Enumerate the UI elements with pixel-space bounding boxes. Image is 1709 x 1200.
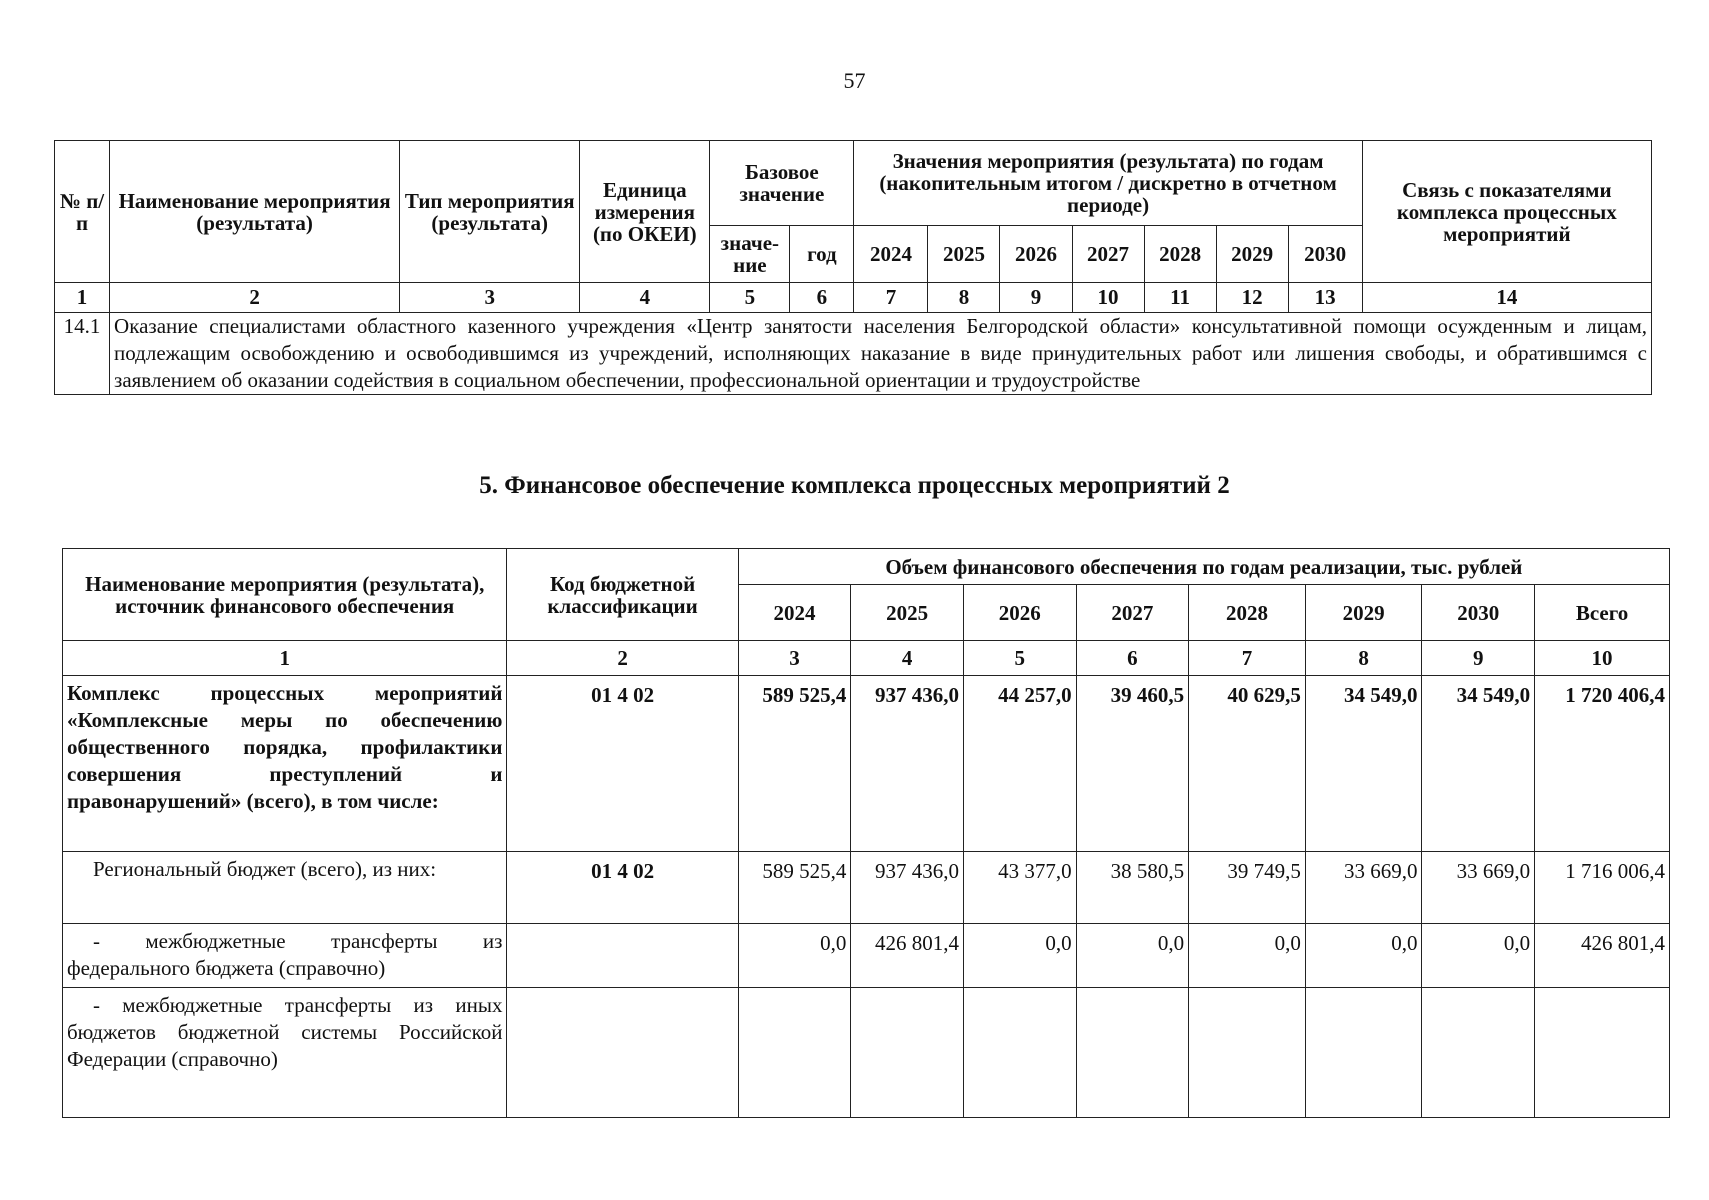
header-values-group: Значения мероприятия (результата) по годам (накопительным итогом / дискретно в отчетном периоде) [854, 141, 1362, 226]
row-value: 589 525,4 [738, 676, 851, 852]
row-budget-code [507, 924, 738, 988]
column-index: 7 [854, 283, 928, 313]
column-index: 9 [1422, 641, 1535, 676]
column-index: 9 [1000, 283, 1072, 313]
row-value [851, 988, 964, 1118]
header-year: 2025 [851, 585, 964, 641]
column-index: 4 [580, 283, 710, 313]
column-index: 12 [1216, 283, 1288, 313]
row-value: 34 549,0 [1305, 676, 1422, 852]
column-index: 2 [110, 283, 400, 313]
row-value: 38 580,5 [1076, 852, 1189, 924]
row-name: - межбюджетные трансферты из федерального бюджета (справочно) [63, 924, 507, 988]
row-value: 43 377,0 [963, 852, 1076, 924]
header-volume-group: Объем финансового обеспечения по годам реализации, тыс. рублей [738, 549, 1669, 585]
column-index: 1 [63, 641, 507, 676]
row-value [1422, 988, 1535, 1118]
row-description: Оказание специалистами областного казенного учреждения «Центр занятости населения Белгородской области» консультативной помощи осужденным и лицам, подлежащим освобождению и освободившимся из учреждений, исполняющих наказание в виде принудительных работ или лишения свободы, и обратившимся с заявлением об оказании содействия в социальном обеспечении, профессиональной ориентации и трудоустройстве [110, 313, 1652, 395]
header-year: 2028 [1189, 585, 1306, 641]
column-index: 3 [738, 641, 851, 676]
row-budget-code: 01 4 02 [507, 852, 738, 924]
row-value: 0,0 [963, 924, 1076, 988]
row-total: 1 716 006,4 [1535, 852, 1670, 924]
row-value: 589 525,4 [738, 852, 851, 924]
column-index: 10 [1535, 641, 1670, 676]
row-total: 426 801,4 [1535, 924, 1670, 988]
column-index: 7 [1189, 641, 1306, 676]
row-value: 34 549,0 [1422, 676, 1535, 852]
header-year: 2028 [1144, 226, 1216, 283]
row-name: - межбюджетные трансферты из иных бюджетов бюджетной системы Российской Федерации (справочно) [63, 988, 507, 1118]
column-index-row [63, 641, 1670, 676]
row-value: 0,0 [1305, 924, 1422, 988]
column-index: 6 [1076, 641, 1189, 676]
header-unit: Единица измерения (по ОКЕИ) [580, 141, 710, 283]
row-budget-code [507, 988, 738, 1118]
column-index: 2 [507, 641, 738, 676]
header-base-value: значе-ние [710, 226, 790, 283]
table-row [55, 313, 1652, 395]
section-title: 5. Финансовое обеспечение комплекса процессных мероприятий 2 [479, 472, 1230, 499]
column-index: 4 [851, 641, 964, 676]
header-year: 2026 [963, 585, 1076, 641]
row-value: 40 629,5 [1189, 676, 1306, 852]
row-name: Комплекс процессных мероприятий «Комплексные меры по обеспечению общественного порядка, профилактики совершения преступлений и правонарушений» (всего), в том числе: [63, 676, 507, 852]
row-value [738, 988, 851, 1118]
measures-table [54, 140, 1652, 395]
header-year: 2030 [1288, 226, 1362, 283]
table-row [63, 852, 1670, 924]
column-index: 5 [963, 641, 1076, 676]
table-row [63, 988, 1670, 1118]
column-index: 3 [400, 283, 580, 313]
row-value [1076, 988, 1189, 1118]
header-year: 2027 [1072, 226, 1144, 283]
column-index: 6 [790, 283, 854, 313]
row-value: 39 460,5 [1076, 676, 1189, 852]
column-index: 14 [1362, 283, 1651, 313]
header-base-year: год [790, 226, 854, 283]
row-value [1189, 988, 1306, 1118]
row-value: 33 669,0 [1422, 852, 1535, 924]
header-type: Тип мероприятия (результата) [400, 141, 580, 283]
row-total [1535, 988, 1670, 1118]
header-year: 2024 [854, 226, 928, 283]
header-source-name: Наименование мероприятия (результата), источник финансового обеспечения [63, 549, 507, 641]
row-budget-code: 01 4 02 [507, 676, 738, 852]
header-year: 2026 [1000, 226, 1072, 283]
column-index: 10 [1072, 283, 1144, 313]
column-index: 1 [55, 283, 110, 313]
column-index: 13 [1288, 283, 1362, 313]
row-value: 39 749,5 [1189, 852, 1306, 924]
row-value: 44 257,0 [963, 676, 1076, 852]
row-name: Региональный бюджет (всего), из них: [63, 852, 507, 924]
page-number: 57 [843, 68, 866, 93]
row-value [1305, 988, 1422, 1118]
column-index-row [55, 283, 1652, 313]
header-year: 2024 [738, 585, 851, 641]
table-row [63, 924, 1670, 988]
table-row [63, 676, 1670, 852]
header-link: Связь с показателями комплекса процессных мероприятий [1362, 141, 1651, 283]
row-value: 0,0 [1189, 924, 1306, 988]
header-year: 2029 [1305, 585, 1422, 641]
header-name: Наименование мероприятия (результата) [110, 141, 400, 283]
row-code: 14.1 [55, 313, 110, 395]
column-index: 5 [710, 283, 790, 313]
row-value: 426 801,4 [851, 924, 964, 988]
row-total: 1 720 406,4 [1535, 676, 1670, 852]
header-base: Базовое значение [710, 141, 854, 226]
row-value [963, 988, 1076, 1118]
header-year: 2030 [1422, 585, 1535, 641]
header-num: № п/п [55, 141, 110, 283]
column-index: 11 [1144, 283, 1216, 313]
header-year: 2029 [1216, 226, 1288, 283]
header-total: Всего [1535, 585, 1670, 641]
financing-table [62, 548, 1670, 1118]
row-value: 0,0 [1076, 924, 1189, 988]
row-value: 937 436,0 [851, 852, 964, 924]
row-value: 33 669,0 [1305, 852, 1422, 924]
row-value: 0,0 [1422, 924, 1535, 988]
header-year: 2027 [1076, 585, 1189, 641]
column-index: 8 [928, 283, 1000, 313]
row-value: 937 436,0 [851, 676, 964, 852]
header-budget-code: Код бюджетной классификации [507, 549, 738, 641]
row-value: 0,0 [738, 924, 851, 988]
column-index: 8 [1305, 641, 1422, 676]
header-year: 2025 [928, 226, 1000, 283]
